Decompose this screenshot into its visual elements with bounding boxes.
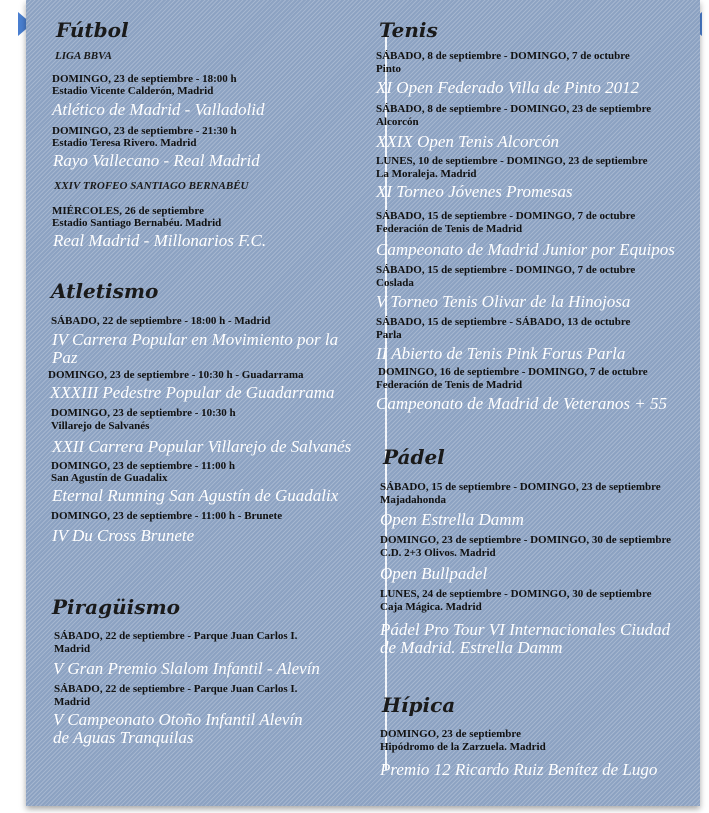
event-date: DOMINGO, 23 de septiembre - 11:00 h bbox=[51, 460, 236, 472]
event-venue: Villarejo de Salvanés bbox=[51, 420, 150, 432]
event-title: Open Bullpadel bbox=[380, 564, 488, 583]
event-date: SÁBADO, 22 de septiembre - Parque Juan Carlos I. bbox=[54, 683, 298, 695]
event-date: SÁBADO, 15 de septiembre - DOMINGO, 23 de septiembre bbox=[380, 481, 661, 493]
event-venue: Parla bbox=[376, 329, 402, 341]
event-title: Atlético de Madrid - Valladolid bbox=[52, 100, 265, 119]
event-date: DOMINGO, 23 de septiembre - 18:00 h bbox=[52, 73, 237, 85]
event-venue: La Moraleja. Madrid bbox=[376, 168, 477, 180]
event-date: SÁBADO, 22 de septiembre - Parque Juan Carlos I. bbox=[54, 630, 298, 642]
event-title: Premio 12 Ricardo Ruiz Benítez de Lugo bbox=[380, 760, 658, 779]
event-venue: C.D. 2+3 Olivos. Madrid bbox=[380, 547, 496, 559]
event-date: DOMINGO, 23 de septiembre - 21:30 h bbox=[52, 125, 237, 137]
event-venue: Caja Mágica. Madrid bbox=[380, 601, 482, 613]
event-venue: Madrid bbox=[54, 696, 91, 708]
padel-heading: Pádel bbox=[383, 445, 445, 469]
event-date: SÁBADO, 8 de septiembre - DOMINGO, 23 de septiembre bbox=[376, 103, 652, 115]
event-title: II Abierto de Tenis Pink Forus Parla bbox=[376, 344, 626, 363]
event-venue: Estadio Santiago Bernabéu. Madrid bbox=[52, 217, 222, 229]
event-title: Eternal Running San Agustín de Guadalix bbox=[52, 486, 339, 505]
event-venue: Pinto bbox=[376, 63, 402, 75]
event-date: DOMINGO, 23 de septiembre - 10:30 h - Guadarrama bbox=[48, 369, 304, 381]
event-venue: Madrid bbox=[54, 643, 91, 655]
event-title: V Campeonato Otoño Infantil Alevín de Aguas Tranquilas bbox=[53, 710, 303, 747]
event-date: LUNES, 10 de septiembre - DOMINGO, 23 de septiembre bbox=[376, 155, 648, 167]
event-title: IV Carrera Popular en Movimiento por la Paz bbox=[52, 330, 339, 367]
event-date: MIÉRCOLES, 26 de septiembre bbox=[52, 205, 204, 217]
event-title: Rayo Vallecano - Real Madrid bbox=[53, 151, 260, 170]
event-date: DOMINGO, 23 de septiembre - DOMINGO, 30 de septiembre bbox=[380, 534, 672, 546]
event-venue: Hipódromo de la Zarzuela. Madrid bbox=[380, 741, 546, 753]
event-title: Campeonato de Madrid Junior por Equipos bbox=[376, 240, 675, 259]
event-date: DOMINGO, 23 de septiembre - 10:30 h bbox=[51, 407, 236, 419]
event-date: SÁBADO, 15 de septiembre - DOMINGO, 7 de octubre bbox=[376, 210, 636, 222]
event-title: Campeonato de Madrid de Veteranos + 55 bbox=[376, 394, 667, 413]
event-date: DOMINGO, 23 de septiembre - 11:00 h - Brunete bbox=[51, 510, 283, 522]
event-venue: Coslada bbox=[376, 277, 414, 289]
event-title: V Torneo Tenis Olivar de la Hinojosa bbox=[376, 292, 631, 311]
hipica-heading: Hípica bbox=[382, 693, 456, 717]
event-date: DOMINGO, 16 de septiembre - DOMINGO, 7 de octubre bbox=[378, 366, 648, 378]
futbol-heading: Fútbol bbox=[56, 18, 129, 42]
event-title: XXIX Open Tenis Alcorcón bbox=[376, 132, 560, 151]
event-title: IV Du Cross Brunete bbox=[52, 526, 195, 545]
event-title: V Gran Premio Slalom Infantil - Alevín bbox=[53, 659, 320, 678]
sports-calendar-panel bbox=[26, 0, 700, 806]
event-date: LUNES, 24 de septiembre - DOMINGO, 30 de septiembre bbox=[380, 588, 652, 600]
event-title: XXXIII Pedestre Popular de Guadarrama bbox=[50, 383, 335, 402]
event-title: XI Open Federado Villa de Pinto 2012 bbox=[376, 78, 640, 97]
tenis-heading: Tenis bbox=[379, 18, 438, 42]
right-column bbox=[376, 0, 709, 806]
event-venue: Alcorcón bbox=[376, 116, 419, 128]
event-venue: San Agustín de Guadalix bbox=[51, 472, 168, 484]
event-title: Real Madrid - Millonarios F.C. bbox=[53, 231, 267, 250]
piraguismo-heading: Piragüismo bbox=[52, 595, 181, 619]
atletismo-heading: Atletismo bbox=[51, 279, 159, 303]
trofeo-label: XXIV TROFEO SANTIAGO BERNABÉU bbox=[54, 180, 249, 192]
event-title: Pádel Pro Tour VI Internacionales Ciudad de Madrid. Estrella Damm bbox=[380, 620, 671, 657]
left-column bbox=[26, 0, 385, 806]
event-date: DOMINGO, 23 de septiembre bbox=[380, 728, 521, 740]
event-title: Open Estrella Damm bbox=[380, 510, 524, 529]
liga-label: LIGA BBVA bbox=[55, 50, 112, 62]
event-date: SÁBADO, 22 de septiembre - 18:00 h - Madrid bbox=[51, 315, 271, 327]
event-venue: Estadio Teresa Rivero. Madrid bbox=[52, 137, 197, 149]
event-title: XI Torneo Jóvenes Promesas bbox=[376, 182, 573, 201]
event-venue: Majadahonda bbox=[380, 494, 447, 506]
event-venue: Estadio Vicente Calderón, Madrid bbox=[52, 85, 214, 97]
event-date: SÁBADO, 8 de septiembre - DOMINGO, 7 de octubre bbox=[376, 50, 630, 62]
event-venue: Federación de Tenis de Madrid bbox=[376, 223, 523, 235]
event-title: XXII Carrera Popular Villarejo de Salvanés bbox=[52, 437, 352, 456]
event-date: SÁBADO, 15 de septiembre - DOMINGO, 7 de octubre bbox=[376, 264, 636, 276]
event-date: SÁBADO, 15 de septiembre - SÁBADO, 13 de octubre bbox=[376, 316, 631, 328]
event-venue: Federación de Tenis de Madrid bbox=[376, 379, 523, 391]
